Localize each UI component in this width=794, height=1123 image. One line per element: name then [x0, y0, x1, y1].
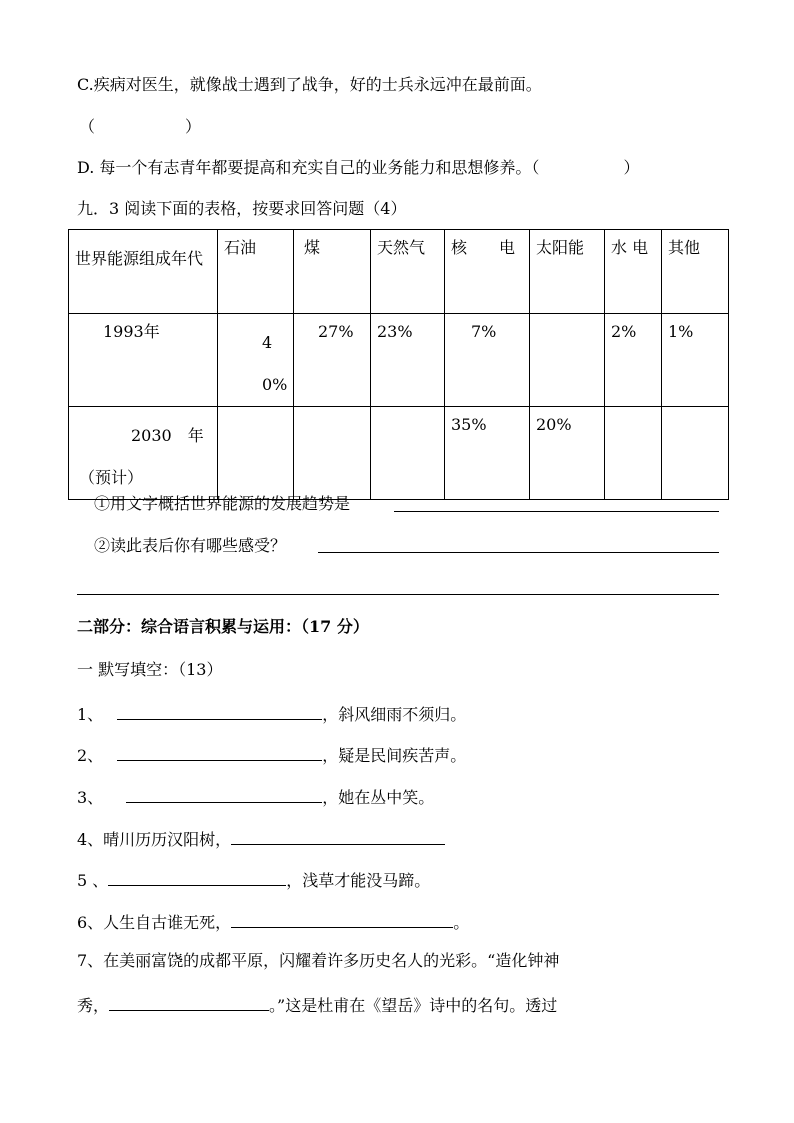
table-header-cell: 太阳能 — [530, 230, 605, 314]
table-header-row — [69, 230, 729, 314]
question-9-sub-a: ①用文字概括世界能源的发展趋势是 — [94, 494, 351, 513]
table-cell — [605, 407, 662, 500]
table-cell: 7% — [445, 314, 530, 407]
fill-item-1: 1、 ，斜风细雨不须归。 — [77, 702, 466, 725]
table-cell: 20% — [530, 407, 605, 500]
fill-item-6: 6、人生自古谁无死， 。 — [77, 910, 469, 933]
part-2-title: 二部分：综合语言积累与运用：（17 分） — [77, 617, 369, 636]
table-header-cell: 水 电 — [605, 230, 662, 314]
section-1-title: 一 默写填空：（13） — [77, 660, 223, 679]
fill-blank-6[interactable] — [231, 910, 453, 928]
question-9-title: 九．3 阅读下面的表格，按要求回答问题（4） — [77, 199, 407, 218]
question-d-text: D. 每一个有志青年都要提高和充实自己的业务能力和思想修养。（ — [77, 158, 540, 177]
table-cell — [371, 407, 445, 500]
answer-line-9a[interactable] — [394, 511, 719, 512]
table-cell — [218, 407, 294, 500]
table-header-cell: 其他 — [662, 230, 729, 314]
question-7-line-1: 7、在美丽富饶的成都平原，闪耀着许多历史名人的光彩。“造化钟神 — [77, 951, 560, 970]
table-cell — [294, 407, 371, 500]
table-cell: 2030 年（预计） — [69, 407, 218, 500]
question-d: D. 每一个有志青年都要提高和充实自己的业务能力和思想修养。（ ） — [77, 158, 640, 177]
table-cell — [662, 407, 729, 500]
question-9-sub-b: ②读此表后你有哪些感受？ — [94, 536, 287, 555]
fill-item-5: 5 、 ，浅草才能没马蹄。 — [77, 868, 430, 891]
fill-blank-2[interactable] — [117, 743, 322, 761]
question-c-text: C.疾病对医生，就像战士遇到了战争，好的士兵永远冲在最前面。 — [77, 75, 542, 94]
table-row — [69, 407, 729, 500]
table-header-cell: 煤 — [294, 230, 371, 314]
question-c — [77, 75, 542, 95]
table-row — [69, 314, 729, 407]
question-c-answer-parens: （ ） — [79, 117, 202, 136]
fill-item-3: 3、 ，她在丛中笑。 — [77, 785, 434, 808]
answer-line-9b-extra[interactable] — [77, 594, 719, 595]
fill-blank-5[interactable] — [108, 868, 286, 886]
table-header-cell: 核 电 — [445, 230, 530, 314]
table-header-cell: 世界能源组成年代 — [69, 230, 218, 314]
table-cell: 1993年 — [69, 314, 218, 407]
table-cell — [530, 314, 605, 407]
question-7-line-2: 秀， 。”这是杜甫在《望岳》诗中的名句。透过 — [77, 993, 557, 1016]
fill-blank-7[interactable] — [109, 993, 269, 1011]
energy-table — [68, 229, 729, 500]
fill-blank-4[interactable] — [231, 827, 445, 845]
answer-line-9b[interactable] — [318, 552, 719, 553]
table-header-cell: 石油 — [218, 230, 294, 314]
fill-blank-3[interactable] — [126, 785, 322, 803]
fill-item-2: 2、 ，疑是民间疾苦声。 — [77, 743, 466, 766]
fill-blank-1[interactable] — [117, 702, 322, 720]
table-header-cell: 天然气 — [371, 230, 445, 314]
table-cell: 27% — [294, 314, 371, 407]
table-cell: 40% — [218, 314, 294, 407]
table-cell: 23% — [371, 314, 445, 407]
table-cell: 35% — [445, 407, 530, 500]
table-cell: 1% — [662, 314, 729, 407]
table-cell: 2% — [605, 314, 662, 407]
fill-item-4: 4、晴川历历汉阳树， — [77, 827, 445, 850]
